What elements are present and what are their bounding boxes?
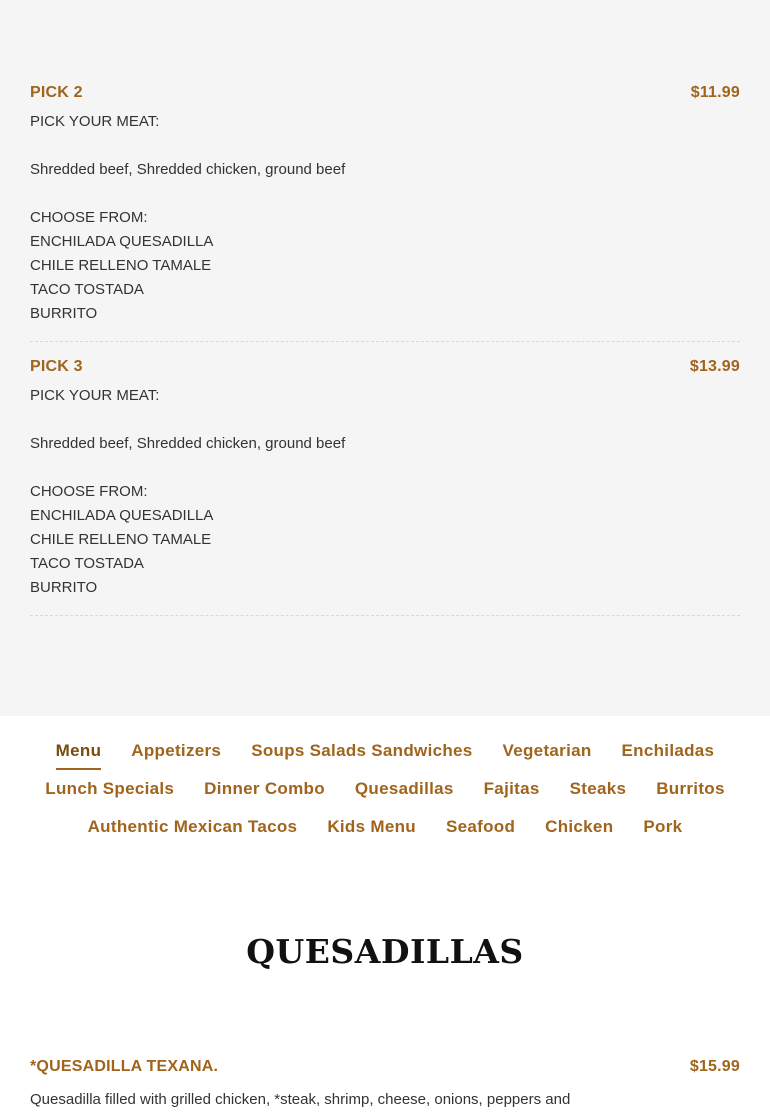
nav-row [0, 816, 770, 854]
menu-item-quesadilla-texana [30, 1058, 740, 1112]
menu-item-name: *QUESADILLA TEXANA. [30, 1058, 219, 1075]
nav-row [0, 778, 770, 816]
menu-item-name: PICK 2 [30, 84, 83, 101]
description-line [30, 408, 740, 432]
menu-item-description: Quesadilla filled with grilled chicken, *steak, shrimp, cheese, onions, peppers and [30, 1091, 571, 1108]
nav-link-authentic-mexican-tacos[interactable]: Authentic Mexican Tacos [87, 817, 298, 836]
description-line [30, 134, 740, 158]
menu-item-name: PICK 3 [30, 358, 83, 375]
description-line: CHILE RELLENO TAMALE [30, 531, 212, 548]
nav-link-menu[interactable]: Menu [56, 740, 102, 770]
nav-link-vegetarian[interactable]: Vegetarian [502, 741, 592, 760]
nav-link-quesadillas[interactable]: Quesadillas [354, 779, 454, 798]
description-line: PICK YOUR MEAT: [30, 387, 160, 404]
nav-link-fajitas[interactable]: Fajitas [483, 779, 540, 798]
description-line: CHOOSE FROM: [30, 209, 148, 226]
description-line: BURRITO [30, 579, 98, 596]
nav-link-enchiladas[interactable]: Enchiladas [621, 741, 715, 760]
description-line: CHILE RELLENO TAMALE [30, 257, 212, 274]
section-title: QUESADILLAS [246, 932, 524, 971]
description-line: PICK YOUR MEAT: [30, 113, 160, 130]
nav-link-chicken[interactable]: Chicken [545, 817, 614, 836]
description-line: Shredded beef, Shredded chicken, ground beef [30, 435, 346, 452]
description-line: Shredded beef, Shredded chicken, ground beef [30, 161, 346, 178]
nav-link-lunch-specials[interactable]: Lunch Specials [45, 779, 175, 798]
description-line [30, 182, 740, 206]
menu-item-header [30, 358, 740, 384]
menu-item-price: $13.99 [689, 358, 740, 375]
description-line: BURRITO [30, 305, 98, 322]
menu-item-description [30, 110, 740, 326]
menu-item-header [30, 1058, 740, 1084]
menu-item-price: $11.99 [690, 84, 740, 101]
nav-link-soups-salads-sandwiches[interactable]: Soups Salads Sandwiches [251, 741, 473, 760]
nav-row [0, 740, 770, 778]
description-line: TACO TOSTADA [30, 555, 144, 572]
nav-link-burritos[interactable]: Burritos [656, 779, 725, 798]
nav-link-kids-menu[interactable]: Kids Menu [327, 817, 416, 836]
description-line [30, 456, 740, 480]
menu-item-price: $15.99 [689, 1058, 740, 1075]
menu-item-description [30, 384, 740, 600]
menu-category-nav [0, 740, 770, 854]
nav-link-dinner-combo[interactable]: Dinner Combo [204, 779, 325, 798]
menu-item-header [30, 84, 740, 110]
description-line: ENCHILADA QUESADILLA [30, 233, 214, 250]
nav-link-appetizers[interactable]: Appetizers [131, 741, 222, 760]
menu-item-pick-2 [30, 84, 740, 342]
description-line: TACO TOSTADA [30, 281, 144, 298]
nav-link-pork[interactable]: Pork [643, 817, 683, 836]
description-line: CHOOSE FROM: [30, 483, 148, 500]
nav-link-seafood[interactable]: Seafood [445, 817, 516, 836]
menu-item-pick-3 [30, 358, 740, 616]
description-line: ENCHILADA QUESADILLA [30, 507, 214, 524]
nav-link-steaks[interactable]: Steaks [569, 779, 627, 798]
